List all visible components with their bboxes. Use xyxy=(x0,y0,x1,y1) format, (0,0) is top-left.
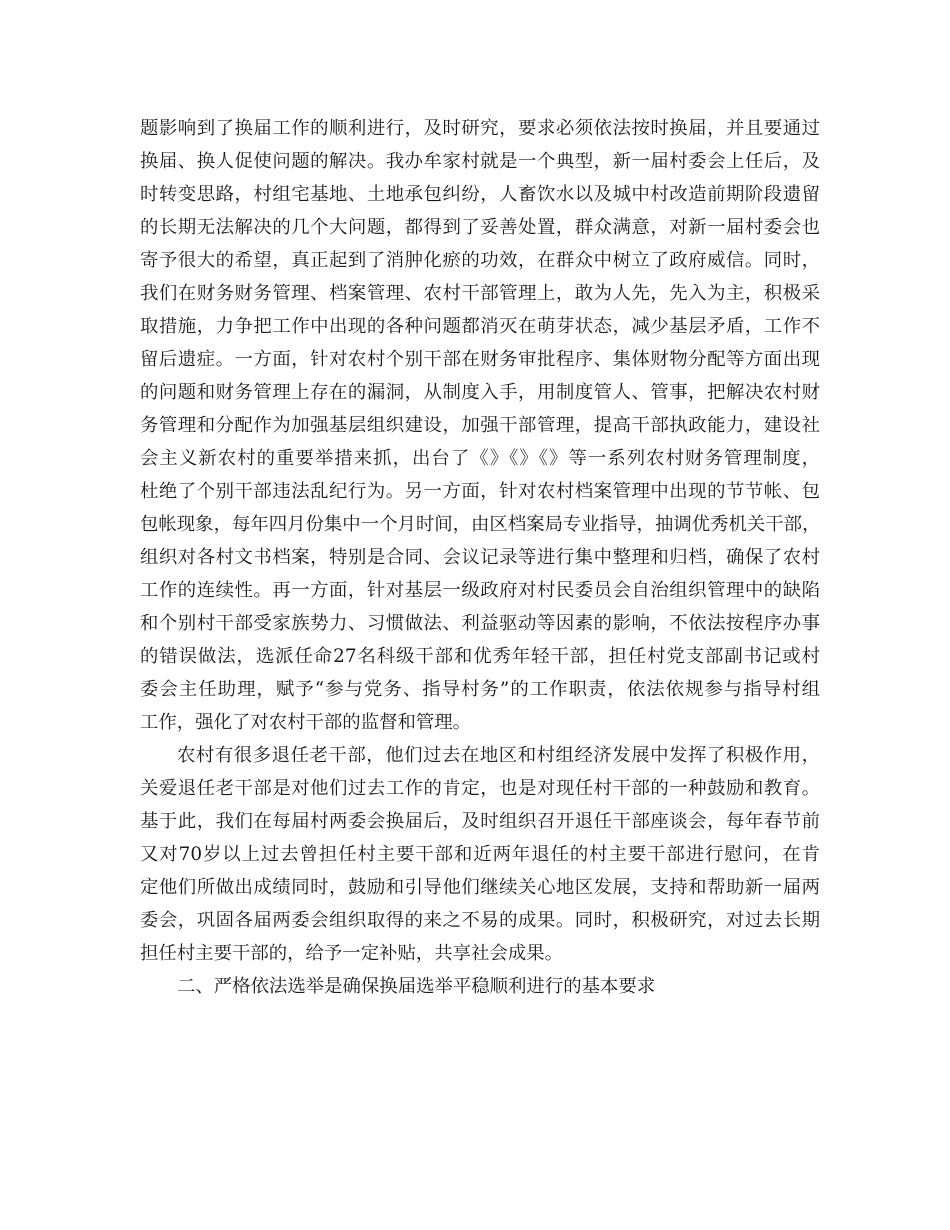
text-line: 工作的连续性。再一方面，针对基层一级政府对村民委员会自治组织管理中的缺陷 xyxy=(140,580,820,601)
section-heading: 二、严格依法选举是确保换届选举平稳顺利进行的基本要求 xyxy=(177,976,656,997)
text-line: 关爱退任老干部是对他们过去工作的肯定，也是对现任村干部的一种鼓励和教育。 xyxy=(140,778,820,799)
text-line: 工作，强化了对农村干部的监督和管理。 xyxy=(140,712,472,733)
text-line: 杜绝了个别干部违法乱纪行为。另一方面，针对农村档案管理中出现的节节帐、包 xyxy=(140,481,820,502)
text-line: 组织对各村文书档案，特别是合同、会议记录等进行集中整理和归档，确保了农村 xyxy=(140,547,820,568)
text-line: 包帐现象，每年四月份集中一个月时间，由区档案局专业指导，抽调优秀机关干部， xyxy=(140,514,821,535)
text-line: 的长期无法解决的几个大问题，都得到了妥善处置，群众满意，对新一届村委会也 xyxy=(140,217,820,238)
text-line: 定他们所做出成绩同时，鼓励和引导他们继续关心地区发展，支持和帮助新一届两 xyxy=(140,877,820,898)
text-line: 担任村主要干部的，给予一定补贴，共享社会成果。 xyxy=(140,943,563,964)
text-line: 务管理和分配作为加强基层组织建设，加强干部管理，提高干部执政能力，建设社 xyxy=(140,415,820,436)
text-line: 又对70岁以上过去曾担任村主要干部和近两年退任的村主要干部进行慰问，在肯 xyxy=(140,844,820,865)
text-line: 的问题和财务管理上存在的漏洞，从制度入手，用制度管人、管事，把解决农村财 xyxy=(140,382,820,403)
document-page xyxy=(140,112,820,1003)
text-line: 留后遗症。一方面，针对农村个别干部在财务审批程序、集体财物分配等方面出现 xyxy=(140,349,820,370)
paragraph-first-line: 农村有很多退任老干部，他们过去在地区和村组经济发展中发挥了积极作用， xyxy=(177,745,820,766)
text-line: 会主义新农村的重要举措来抓，出台了《》《》《》等一系列农村财务管理制度， xyxy=(140,448,820,469)
text-line: 我们在财务财务管理、档案管理、农村干部管理上，敢为人先，先入为主，积极采 xyxy=(140,283,820,304)
text-line: 委会主任助理，赋予“参与党务、指导村务”的工作职责，依法依规参与指导村组 xyxy=(140,679,820,700)
text-line: 取措施，力争把工作中出现的各种问题都消灭在萌芽状态，减少基层矛盾，工作不 xyxy=(140,316,820,337)
text-line: 委会，巩固各届两委会组织取得的来之不易的成果。同时，积极研究，对过去长期 xyxy=(140,910,820,931)
text-line: 题影响到了换届工作的顺利进行，及时研究，要求必须依法按时换届，并且要通过 xyxy=(140,118,820,139)
text-line: 寄予很大的希望，真正起到了消肿化瘀的功效，在群众中树立了政府威信。同时， xyxy=(140,250,820,271)
text-line: 换届、换人促使问题的解决。我办牟家村就是一个典型，新一届村委会上任后，及 xyxy=(140,151,820,172)
text-line: 时转变思路，村组宅基地、土地承包纠纷，人畜饮水以及城中村改造前期阶段遗留 xyxy=(140,184,820,205)
text-line: 的错误做法，选派任命27名科级干部和优秀年轻干部，担任村党支部副书记或村 xyxy=(140,646,820,667)
text-line: 和个别村干部受家族势力、习惯做法、利益驱动等因素的影响，不依法按程序办事 xyxy=(140,613,820,634)
text-line: 基于此，我们在每届村两委会换届后，及时组织召开退任干部座谈会，每年春节前 xyxy=(140,811,820,832)
